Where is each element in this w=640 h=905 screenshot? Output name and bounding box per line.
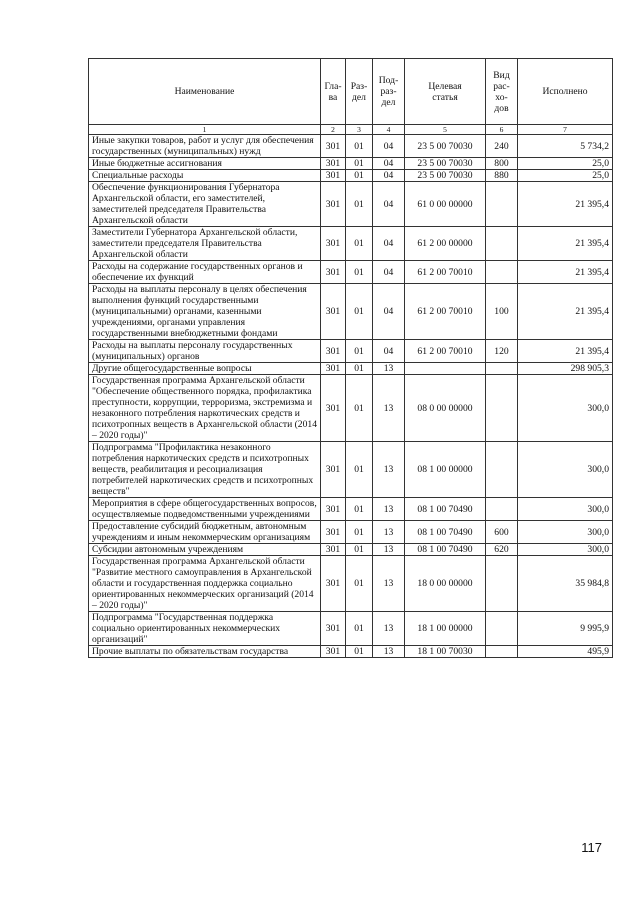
cell-vid xyxy=(486,442,518,498)
cell-razdel: 01 xyxy=(346,340,373,363)
cell-glava: 301 xyxy=(321,556,346,612)
cell-vid: 240 xyxy=(486,135,518,158)
cell-podrazdel: 04 xyxy=(373,340,405,363)
cell-podrazdel: 13 xyxy=(373,612,405,646)
cell-target: 18 1 00 00000 xyxy=(405,612,486,646)
table-row xyxy=(89,442,613,498)
cell-glava: 301 xyxy=(321,227,346,261)
cell-podrazdel: 13 xyxy=(373,498,405,521)
cell-razdel: 01 xyxy=(346,158,373,170)
cell-glava: 301 xyxy=(321,158,346,170)
cell-podrazdel: 04 xyxy=(373,182,405,227)
cell-vid: 100 xyxy=(486,284,518,340)
table-row xyxy=(89,284,613,340)
cell-podrazdel: 13 xyxy=(373,375,405,442)
cell-name: Иные закупки товаров, работ и услуг для обеспечения государственных (муниципальных) нужд xyxy=(89,135,321,158)
cell-executed: 9 995,9 xyxy=(518,612,613,646)
column-number: 5 xyxy=(405,125,486,135)
header-vid: Вид рас- хо- дов xyxy=(486,59,518,125)
cell-vid xyxy=(486,227,518,261)
column-number: 7 xyxy=(518,125,613,135)
cell-name: Мероприятия в сфере общегосударственных вопросов, осуществляемые подведомственными учреждениями xyxy=(89,498,321,521)
cell-executed: 21 395,4 xyxy=(518,227,613,261)
cell-executed: 21 395,4 xyxy=(518,340,613,363)
cell-podrazdel: 13 xyxy=(373,544,405,556)
budget-table xyxy=(88,58,613,658)
cell-vid: 880 xyxy=(486,170,518,182)
cell-glava: 301 xyxy=(321,340,346,363)
cell-target: 61 2 00 70010 xyxy=(405,340,486,363)
cell-podrazdel: 13 xyxy=(373,521,405,544)
cell-podrazdel: 04 xyxy=(373,284,405,340)
cell-vid xyxy=(486,646,518,658)
header-executed: Исполнено xyxy=(518,59,613,125)
cell-name: Расходы на выплаты персоналу в целях обеспечения выполнения функций государственными (муниципальными) органами, казенными учреждениями, органами управления государственными внебюджетными фондами xyxy=(89,284,321,340)
cell-glava: 301 xyxy=(321,521,346,544)
cell-name: Предоставление субсидий бюджетным, автономным учреждениям и иным некоммерческим организациям xyxy=(89,521,321,544)
cell-name: Прочие выплаты по обязательствам государства xyxy=(89,646,321,658)
cell-vid xyxy=(486,498,518,521)
cell-razdel: 01 xyxy=(346,498,373,521)
cell-podrazdel: 13 xyxy=(373,363,405,375)
cell-target: 61 2 00 00000 xyxy=(405,227,486,261)
cell-podrazdel: 13 xyxy=(373,556,405,612)
cell-razdel: 01 xyxy=(346,544,373,556)
page-number: 117 xyxy=(581,840,602,855)
cell-vid: 120 xyxy=(486,340,518,363)
cell-razdel: 01 xyxy=(346,521,373,544)
cell-glava: 301 xyxy=(321,612,346,646)
cell-executed: 25,0 xyxy=(518,158,613,170)
cell-vid xyxy=(486,375,518,442)
cell-razdel: 01 xyxy=(346,135,373,158)
table-row xyxy=(89,158,613,170)
cell-glava: 301 xyxy=(321,135,346,158)
table-row xyxy=(89,182,613,227)
cell-target: 08 1 00 70490 xyxy=(405,498,486,521)
cell-podrazdel: 04 xyxy=(373,261,405,284)
cell-glava: 301 xyxy=(321,284,346,340)
cell-glava: 301 xyxy=(321,498,346,521)
cell-glava: 301 xyxy=(321,261,346,284)
cell-razdel: 01 xyxy=(346,442,373,498)
cell-razdel: 01 xyxy=(346,375,373,442)
cell-glava: 301 xyxy=(321,442,346,498)
cell-podrazdel: 04 xyxy=(373,135,405,158)
cell-vid xyxy=(486,363,518,375)
cell-executed: 5 734,2 xyxy=(518,135,613,158)
table-row xyxy=(89,646,613,658)
header-target: Целевая статья xyxy=(405,59,486,125)
cell-executed: 21 395,4 xyxy=(518,261,613,284)
cell-name: Подпрограмма "Государственная поддержка социально ориентированных некоммерческих организаций" xyxy=(89,612,321,646)
cell-vid: 600 xyxy=(486,521,518,544)
cell-razdel: 01 xyxy=(346,261,373,284)
cell-glava: 301 xyxy=(321,182,346,227)
cell-target: 08 0 00 00000 xyxy=(405,375,486,442)
cell-name: Субсидии автономным учреждениям xyxy=(89,544,321,556)
cell-executed: 298 905,3 xyxy=(518,363,613,375)
cell-vid: 800 xyxy=(486,158,518,170)
cell-vid xyxy=(486,612,518,646)
column-number: 3 xyxy=(346,125,373,135)
cell-target: 18 1 00 70030 xyxy=(405,646,486,658)
cell-name: Подпрограмма "Профилактика незаконного потребления наркотических средств и психотропных веществ, реабилитация и ресоциализация потребителей наркотических средств и психотропных веществ" xyxy=(89,442,321,498)
table-row xyxy=(89,135,613,158)
table-body xyxy=(89,135,613,658)
cell-target: 61 2 00 70010 xyxy=(405,284,486,340)
cell-target: 23 5 00 70030 xyxy=(405,158,486,170)
cell-glava: 301 xyxy=(321,375,346,442)
cell-podrazdel: 04 xyxy=(373,158,405,170)
cell-podrazdel: 13 xyxy=(373,442,405,498)
cell-executed: 25,0 xyxy=(518,170,613,182)
cell-podrazdel: 04 xyxy=(373,170,405,182)
header-podrazdel: Под- раз- дел xyxy=(373,59,405,125)
table-row xyxy=(89,556,613,612)
cell-glava: 301 xyxy=(321,646,346,658)
table-row xyxy=(89,521,613,544)
table-row xyxy=(89,170,613,182)
cell-glava: 301 xyxy=(321,363,346,375)
cell-target: 61 0 00 00000 xyxy=(405,182,486,227)
header-row xyxy=(89,59,613,125)
cell-target xyxy=(405,363,486,375)
cell-glava: 301 xyxy=(321,544,346,556)
cell-executed: 300,0 xyxy=(518,544,613,556)
header-glava: Гла- ва xyxy=(321,59,346,125)
table-row xyxy=(89,227,613,261)
cell-name: Расходы на содержание государственных органов и обеспечение их функций xyxy=(89,261,321,284)
cell-name: Государственная программа Архангельской области "Развитие местного самоуправления в Архангельской области и государственная поддержка социально ориентированных некоммерческих организаций (2014 – 2020 годы)" xyxy=(89,556,321,612)
cell-razdel: 01 xyxy=(346,284,373,340)
cell-executed: 35 984,8 xyxy=(518,556,613,612)
cell-name: Иные бюджетные ассигнования xyxy=(89,158,321,170)
cell-name: Заместители Губернатора Архангельской области, заместители председателя Правительства Архангельской области xyxy=(89,227,321,261)
column-number: 4 xyxy=(373,125,405,135)
table-row xyxy=(89,544,613,556)
cell-executed: 300,0 xyxy=(518,442,613,498)
header-razdel: Раз- дел xyxy=(346,59,373,125)
cell-vid xyxy=(486,182,518,227)
column-number: 6 xyxy=(486,125,518,135)
cell-executed: 300,0 xyxy=(518,521,613,544)
table-row xyxy=(89,375,613,442)
column-number: 2 xyxy=(321,125,346,135)
cell-name: Другие общегосударственные вопросы xyxy=(89,363,321,375)
cell-name: Обеспечение функционирования Губернатора Архангельской области, его заместителей, заместителей председателя Правительства Архангельской области xyxy=(89,182,321,227)
cell-name: Государственная программа Архангельской области "Обеспечение общественного порядка, профилактика преступности, коррупции, терроризма, экстремизма и незаконного потребления наркотических средств и психотропных веществ в Архангельской области (2014 – 2020 годы)" xyxy=(89,375,321,442)
table-row xyxy=(89,340,613,363)
cell-razdel: 01 xyxy=(346,612,373,646)
cell-razdel: 01 xyxy=(346,182,373,227)
cell-target: 23 5 00 70030 xyxy=(405,170,486,182)
cell-target: 18 0 00 00000 xyxy=(405,556,486,612)
cell-vid xyxy=(486,556,518,612)
table-row xyxy=(89,363,613,375)
cell-razdel: 01 xyxy=(346,170,373,182)
cell-name: Специальные расходы xyxy=(89,170,321,182)
table-row xyxy=(89,498,613,521)
cell-executed: 495,9 xyxy=(518,646,613,658)
cell-glava: 301 xyxy=(321,170,346,182)
header-name: Наименование xyxy=(89,59,321,125)
cell-vid xyxy=(486,261,518,284)
column-number: 1 xyxy=(89,125,321,135)
cell-razdel: 01 xyxy=(346,227,373,261)
cell-razdel: 01 xyxy=(346,363,373,375)
cell-executed: 300,0 xyxy=(518,375,613,442)
cell-target: 61 2 00 70010 xyxy=(405,261,486,284)
cell-podrazdel: 13 xyxy=(373,646,405,658)
cell-vid: 620 xyxy=(486,544,518,556)
cell-razdel: 01 xyxy=(346,646,373,658)
cell-target: 08 1 00 70490 xyxy=(405,544,486,556)
cell-executed: 21 395,4 xyxy=(518,182,613,227)
table-row xyxy=(89,612,613,646)
cell-name: Расходы на выплаты персоналу государственных (муниципальных) органов xyxy=(89,340,321,363)
table-row xyxy=(89,261,613,284)
cell-target: 08 1 00 00000 xyxy=(405,442,486,498)
cell-executed: 21 395,4 xyxy=(518,284,613,340)
column-number-row xyxy=(89,125,613,135)
cell-target: 08 1 00 70490 xyxy=(405,521,486,544)
cell-razdel: 01 xyxy=(346,556,373,612)
cell-podrazdel: 04 xyxy=(373,227,405,261)
cell-executed: 300,0 xyxy=(518,498,613,521)
cell-target: 23 5 00 70030 xyxy=(405,135,486,158)
